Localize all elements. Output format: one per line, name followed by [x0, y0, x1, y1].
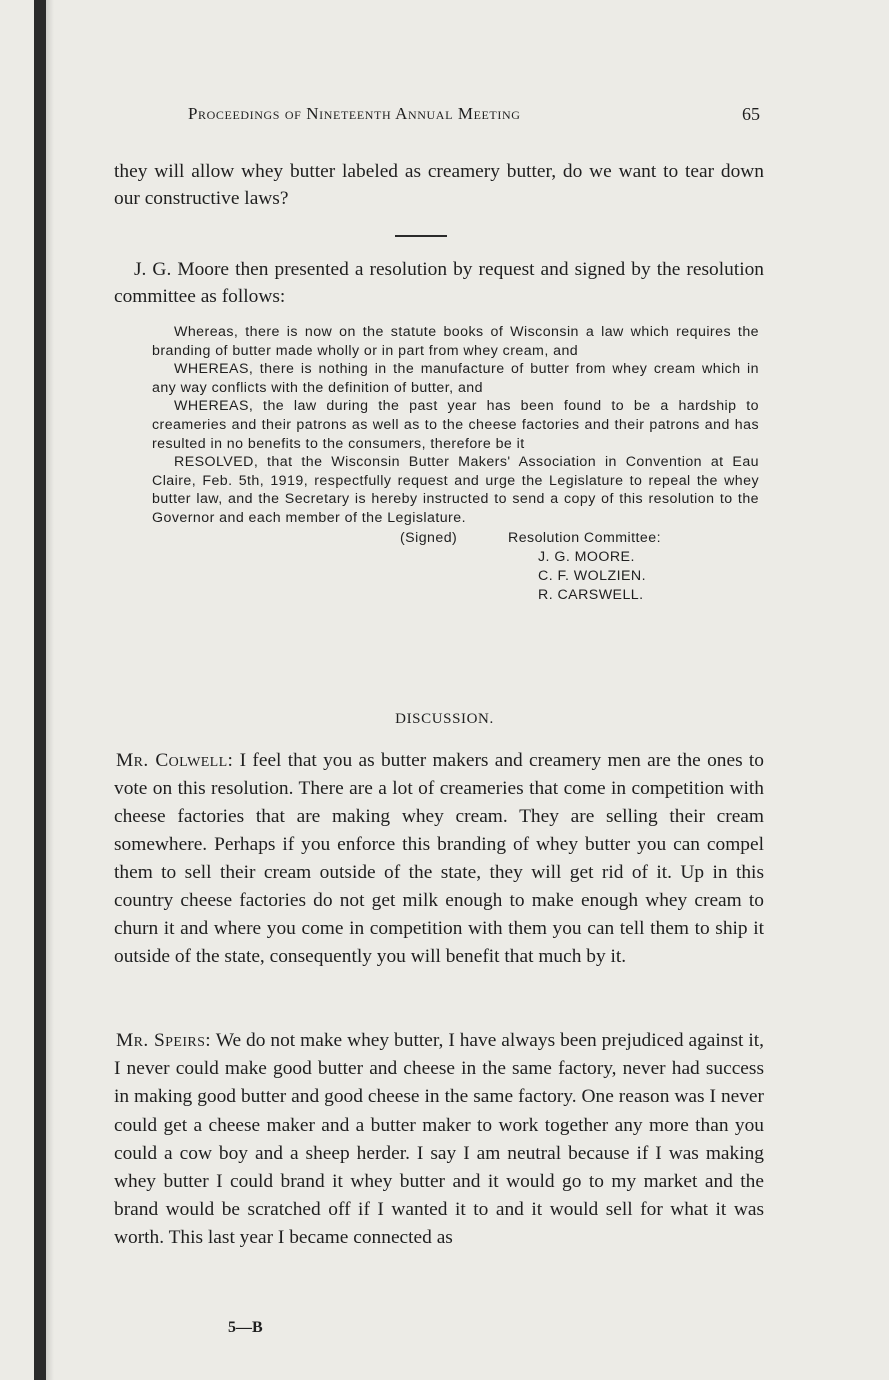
resolution-whereas-2: WHEREAS, there is nothing in the manufacture of butter from whey cream which in any way conflicts with the definition of butter, and: [152, 361, 759, 396]
running-head: Proceedings of Nineteenth Annual Meeting: [188, 104, 521, 123]
discussion-entry: [114, 747, 764, 971]
speech-text: We do not make whey butter, I have always been prejudiced against it, I never could make good butter and cheese in the same factory, never had success in making good butter and good cheese in the same factory. One reason was I never could get a cheese maker and a butter maker to work together any more than you could a cow boy and a sheep herder. I say I am neutral because if I was making whey butter I could brand it whey butter and it would go to my market and the brand would be scratched off if I wanted it to and it would sell for what it was worth. This last year I became connected as: [114, 1030, 764, 1249]
signatory-name: J. G. MOORE.: [538, 548, 635, 565]
page-number: 65: [742, 104, 760, 124]
committee-label: Resolution Committee:: [508, 529, 661, 546]
signatory-name: R. CARSWELL.: [538, 586, 644, 603]
speaker-name: Mr. Colwell:: [116, 750, 234, 771]
page-header: [112, 104, 764, 128]
section-rule: [395, 235, 447, 237]
resolution-block: [152, 323, 759, 605]
speech-text: I feel that you as butter makers and creamery men are the ones to vote on this resolution. There are a lot of creameries that come in competition with cheese factories that are making whey cream. They are selling their cream somewhere. Perhaps if you enforce this branding of whey butter you can compel them to sell their cream outside of the state, they will get rid of it. Up in this country cheese factories do not get milk enough to make enough whey cream to churn it and where you come in competition with them you can tell them to ship it outside of the state, consequently you will benefit that much by it.: [114, 750, 764, 967]
signatory-name: C. F. WOLZIEN.: [538, 567, 646, 584]
printer-signature-mark: 5—B: [228, 1319, 263, 1336]
resolution-resolved: RESOLVED, that the Wisconsin Butter Makers' Association in Convention at Eau Claire, Feb. 5th, 1919, respectfully request and urge the Legislature to repeal the whey butter law, and the Secretary is hereby instructed to send a copy of this resolution to the Governor and each member of the Legislature.: [152, 454, 759, 526]
resolution-whereas-1: Whereas, there is now on the statute books of Wisconsin a law which requires the branding of butter made wholly or in part from whey cream, and: [152, 324, 759, 359]
resolution-whereas-3: WHEREAS, the law during the past year has been found to be a hardship to creameries and their patrons as well as to the cheese factories and their patrons and has resulted in no benefits to the consumers, therefore be it: [152, 398, 759, 452]
speaker-name: Mr. Speirs:: [116, 1030, 212, 1051]
discussion-heading: DISCUSSION.: [395, 711, 494, 727]
intro-paragraph: J. G. Moore then presented a resolution by request and signed by the resolution committee as follows:: [114, 259, 764, 307]
discussion-entry: [114, 1027, 764, 1253]
signature-row: [152, 529, 759, 548]
binding-shadow: [46, 0, 54, 1380]
signed-label: (Signed): [400, 529, 458, 546]
continuation-paragraph: they will allow whey butter labeled as creamery butter, do we want to tear down our constructive laws?: [114, 161, 764, 209]
binding-edge: [34, 0, 46, 1380]
